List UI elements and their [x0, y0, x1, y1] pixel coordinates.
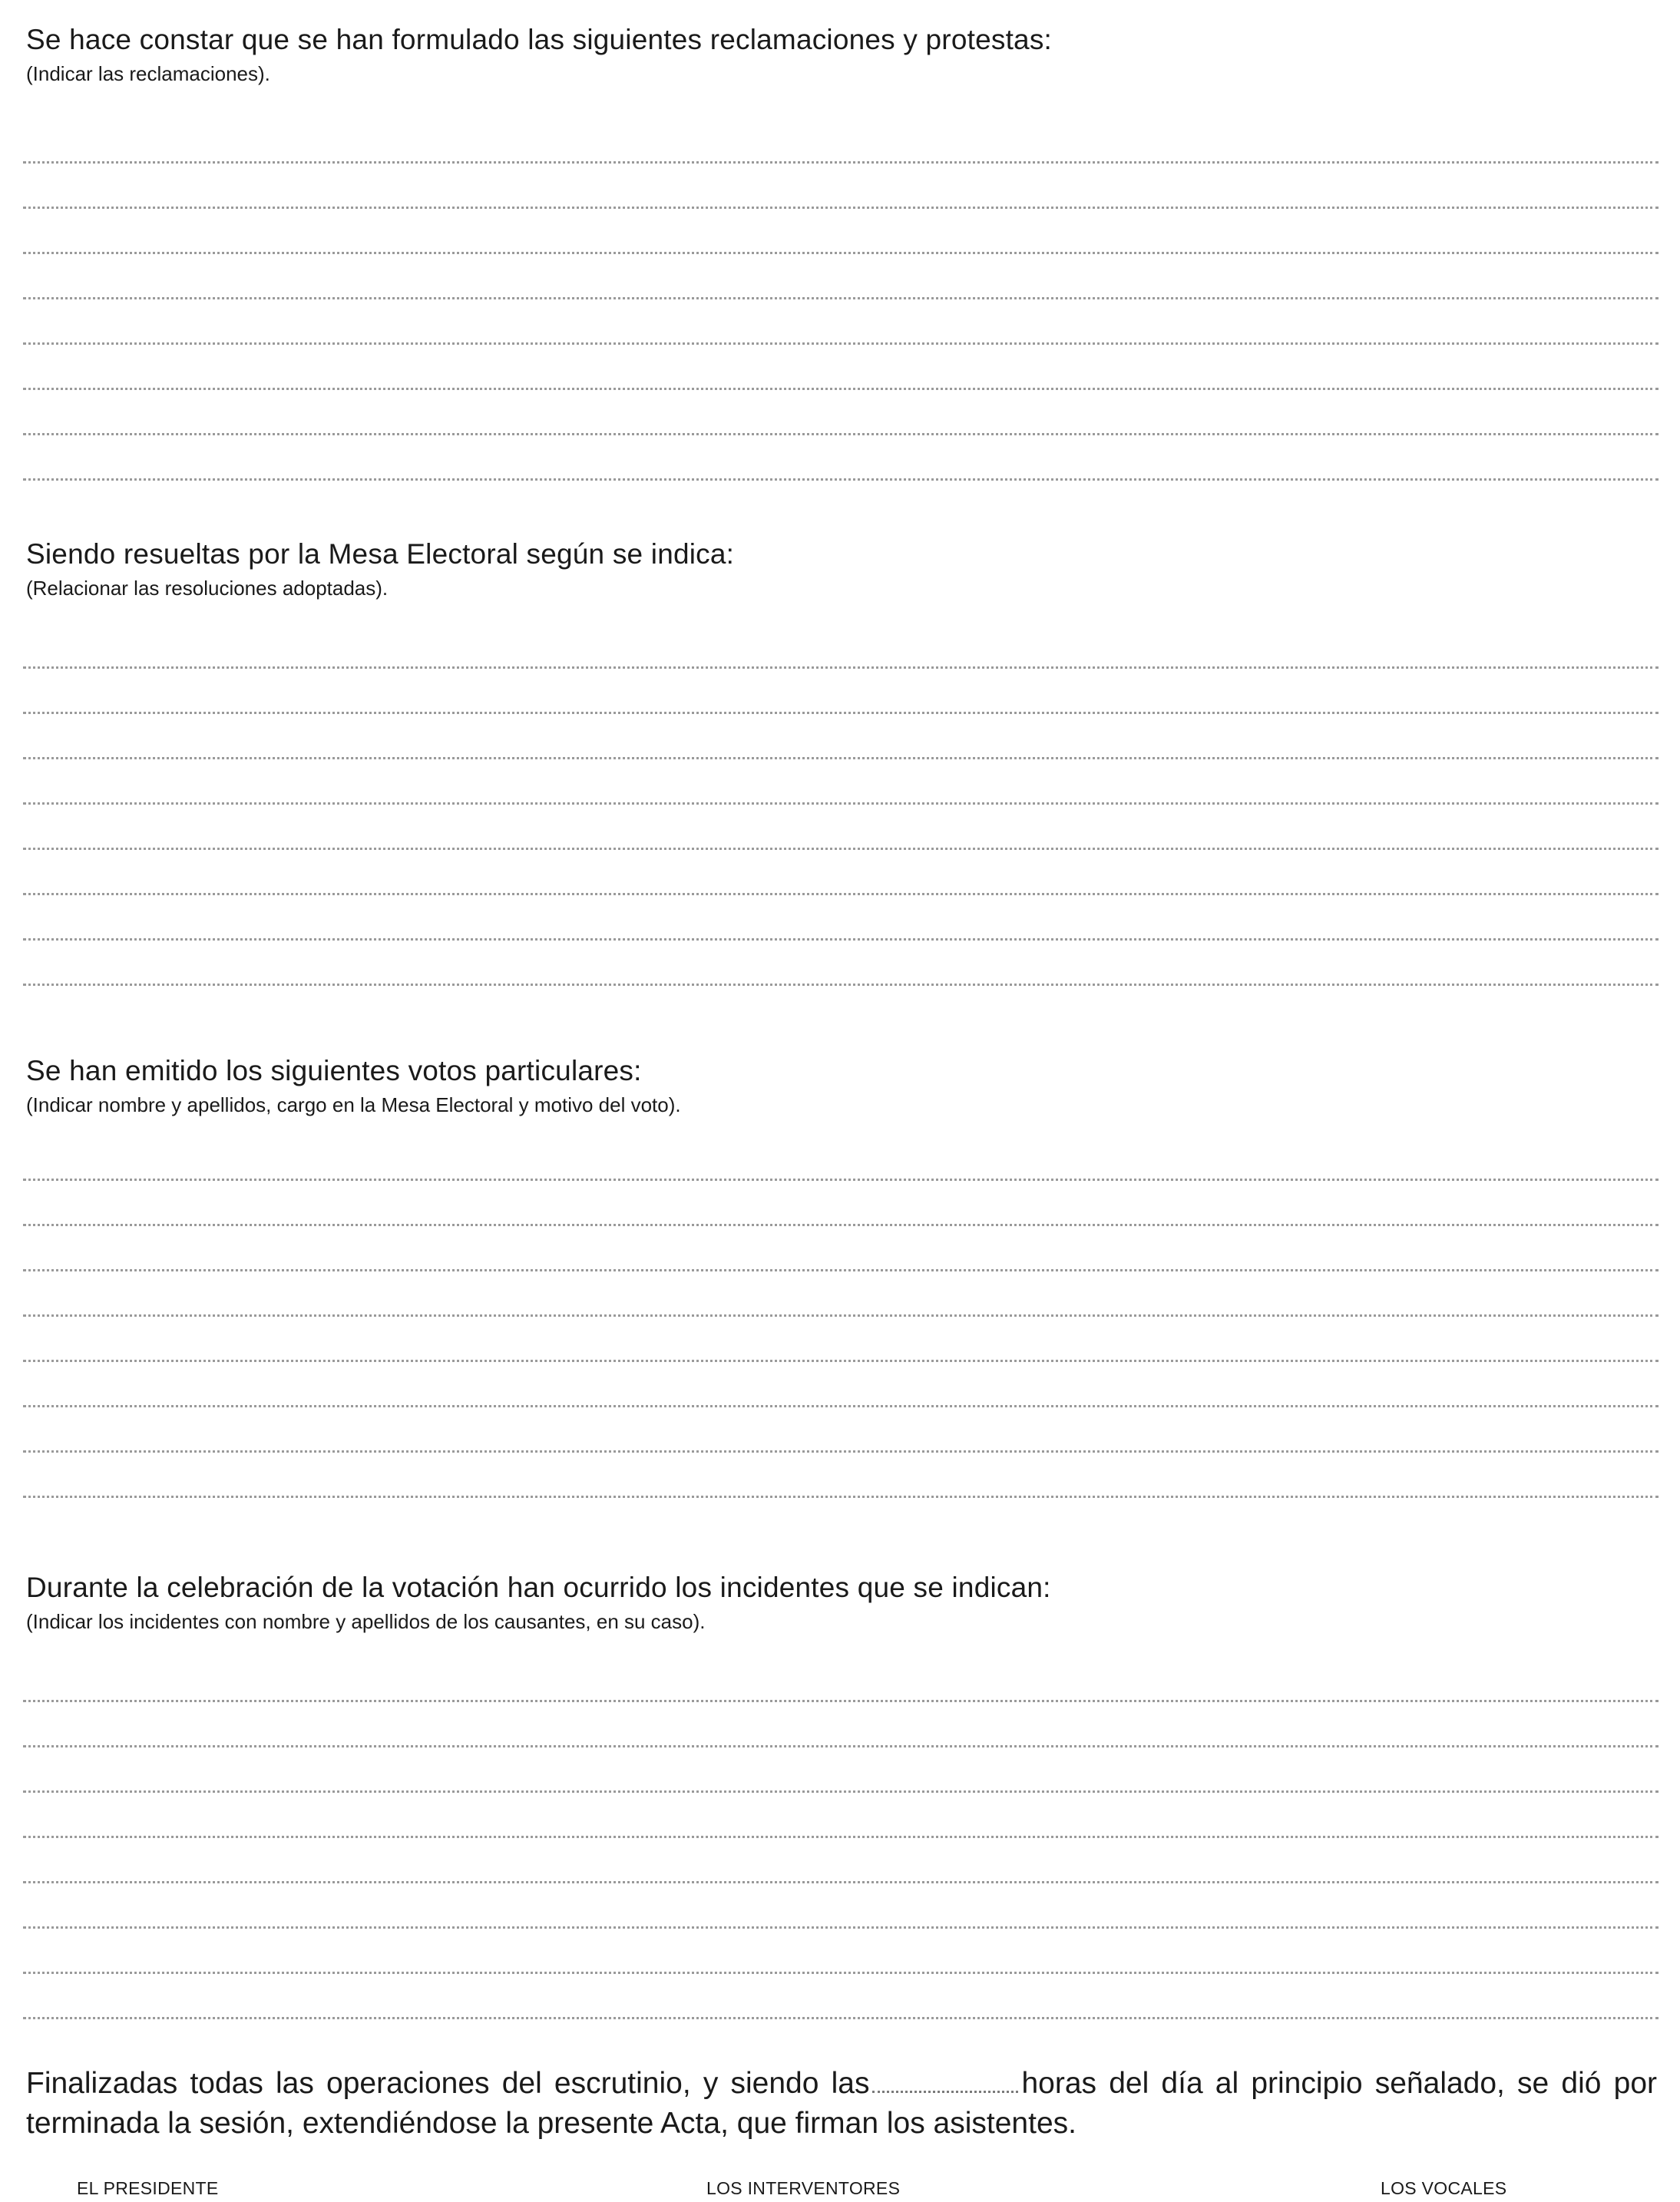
- closing-text-end: horas del día al principio señalado, se dió por terminada la sesión, extendiéndose la presente Acta, que firman los asistentes.: [26, 2067, 1658, 2140]
- signature-interventores: LOS INTERVENTORES: [706, 2178, 901, 2198]
- fill-line[interactable]: [23, 1745, 1659, 1747]
- section-title: Se han emitido los siguientes votos particulares:: [26, 1055, 642, 1086]
- fill-line[interactable]: [23, 938, 1659, 941]
- fill-line[interactable]: [23, 1790, 1659, 1793]
- fill-line[interactable]: [23, 2017, 1659, 2019]
- fill-line[interactable]: [23, 342, 1659, 345]
- signature-president: EL PRESIDENTE: [77, 2178, 219, 2198]
- fill-line[interactable]: [23, 666, 1659, 669]
- fill-line[interactable]: [23, 802, 1659, 805]
- fill-line[interactable]: [23, 848, 1659, 850]
- fill-line[interactable]: [23, 1179, 1659, 1181]
- section-title: Siendo resueltas por la Mesa Electoral según se indica:: [26, 538, 735, 570]
- fill-line[interactable]: [23, 207, 1659, 209]
- fill-line[interactable]: [23, 1450, 1659, 1453]
- closing-text-start: Finalizadas todas las operaciones del escrutinio, y siendo las: [26, 2067, 870, 2100]
- fill-line[interactable]: [23, 1926, 1659, 1929]
- fill-line[interactable]: [23, 712, 1659, 714]
- section-instructions: (Indicar los incidentes con nombre y apellidos de los causantes, en su caso).: [26, 1610, 706, 1633]
- fill-line[interactable]: [23, 893, 1659, 895]
- fill-line[interactable]: [23, 1700, 1659, 1702]
- fill-line[interactable]: [23, 1836, 1659, 1838]
- closing-paragraph: [26, 2064, 1657, 2144]
- section-instructions: (Indicar nombre y apellidos, cargo en la Mesa Electoral y motivo del voto).: [26, 1093, 681, 1116]
- fill-line[interactable]: [23, 433, 1659, 435]
- fill-line[interactable]: [23, 1360, 1659, 1362]
- fill-line[interactable]: [23, 1881, 1659, 1883]
- fill-line[interactable]: [23, 1224, 1659, 1226]
- fill-line[interactable]: [23, 1314, 1659, 1317]
- section-title: Durante la celebración de la votación han ocurrido los incidentes que se indican:: [26, 1572, 1051, 1603]
- section-title: Se hace constar que se han formulado las siguientes reclamaciones y protestas:: [26, 24, 1053, 55]
- fill-line[interactable]: [23, 984, 1659, 986]
- fill-line[interactable]: [23, 297, 1659, 299]
- section-instructions: (Relacionar las resoluciones adoptadas).: [26, 577, 389, 600]
- fill-line[interactable]: [23, 1496, 1659, 1498]
- section-instructions: (Indicar las reclamaciones).: [26, 62, 270, 85]
- fill-line[interactable]: [23, 161, 1659, 164]
- fill-line[interactable]: [23, 1972, 1659, 1974]
- fill-line[interactable]: [23, 1405, 1659, 1407]
- fill-line[interactable]: [23, 252, 1659, 254]
- signature-vocales: LOS VOCALES: [1381, 2178, 1507, 2198]
- hours-blank[interactable]: [872, 2091, 1018, 2093]
- fill-line[interactable]: [23, 478, 1659, 481]
- fill-line[interactable]: [23, 757, 1659, 759]
- fill-line[interactable]: [23, 388, 1659, 390]
- fill-line[interactable]: [23, 1269, 1659, 1271]
